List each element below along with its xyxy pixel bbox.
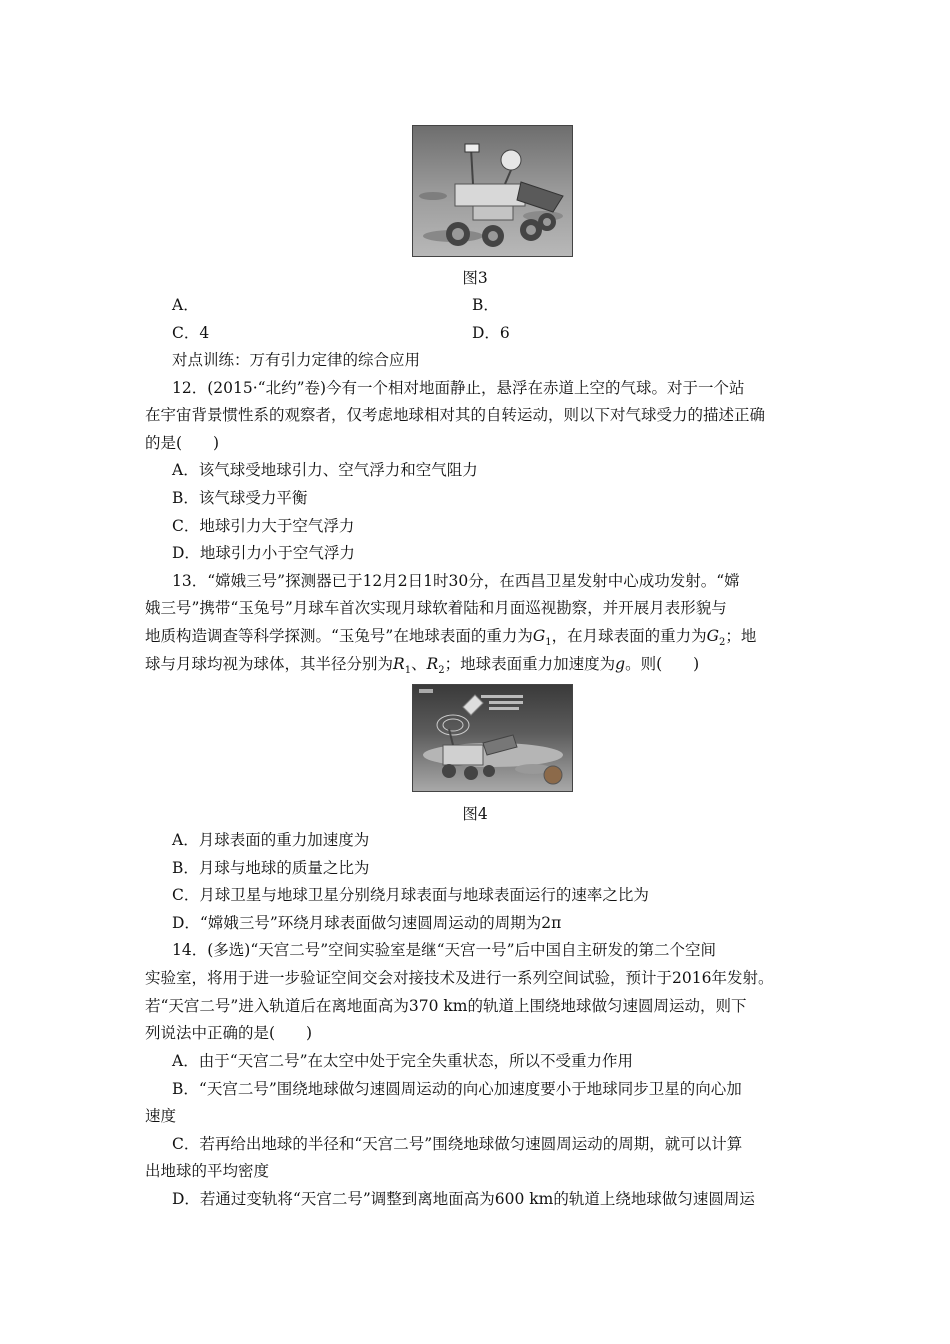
q14-option-a: A．由于“天宫二号”在太空中处于完全失重状态，所以不受重力作用 (172, 1052, 634, 1070)
q13-line-2: 娥三号”携带“玉兔号”月球车首次实现月球软着陆和月面巡视勘察，并开展月表形貌与 (145, 599, 727, 617)
q12-option-d: D．地球引力小于空气浮力 (172, 544, 355, 562)
q14-line-1: 14．(多选)“天宫二号”空间实验室是继“天宫一号”后中国自主研发的第二个空间 (172, 941, 717, 959)
q14-option-b-line-2: 速度 (145, 1107, 177, 1125)
q14-line-2: 实验室，将用于进一步验证空间交会对接技术及进行一系列空间试验，预计于2016年发射。 (145, 969, 774, 987)
q11-option-b: B． (472, 296, 499, 314)
q11-option-a: A． (172, 296, 199, 314)
q13-option-d: D．“嫦娥三号”环绕月球表面做匀速圆周运动的周期为2π (172, 914, 562, 932)
figure-4-change3-image (412, 684, 573, 792)
q13-line-3: 地质构造调查等科学探测。“玉兔号”在地球表面的重力为$G_1$，在月球表面的重力为$G_2$；地 (145, 627, 757, 649)
q12-line-3: 的是( ) (145, 434, 220, 452)
q14-option-b-line-1: B．“天宫二号”围绕地球做匀速圆周运动的向心加速度要小于地球同步卫星的向心加 (172, 1080, 742, 1098)
q12-option-b: B．该气球受力平衡 (172, 489, 308, 507)
figure-4-caption: 图4 (462, 805, 488, 823)
q12-option-c: C．地球引力大于空气浮力 (172, 517, 355, 535)
q13-line-4: 球与月球均视为球体，其半径分别为$R_1$、$R_2$；地球表面重力加速度为g。则( ) (145, 655, 700, 677)
q13-line-1: 13．“嫦娥三号”探测器已于12月2日1时30分，在西昌卫星发射中心成功发射。“嫦 (172, 572, 740, 590)
q13-option-a: A．月球表面的重力加速度为 (172, 831, 370, 849)
figure-3-rover-image (412, 125, 573, 257)
q12-option-a: A．该气球受地球引力、空气浮力和空气阻力 (172, 461, 478, 479)
figure-3-caption: 图3 (462, 269, 488, 287)
q14-option-d-line-1: D．若通过变轨将“天宫二号”调整到离地面高为600 km的轨道上绕地球做匀速圆周运 (172, 1190, 755, 1208)
q11-option-d: D．6 (472, 324, 510, 342)
q12-line-2: 在宇宙背景惯性系的观察者，仅考虑地球相对其的自转运动，则以下对气球受力的描述正确 (145, 406, 766, 424)
q14-option-c-line-2: 出地球的平均密度 (145, 1162, 270, 1180)
q12-line-1: 12．(2015·“北约”卷)今有一个相对地面静止，悬浮在赤道上空的气球。对于一个站 (172, 379, 745, 397)
q13-option-c: C．月球卫星与地球卫星分别绕月球表面与地球表面运行的速率之比为 (172, 886, 649, 904)
q14-line-3: 若“天宫二号”进入轨道后在离地面高为370 km的轨道上围绕地球做匀速圆周运动，则下 (145, 997, 747, 1015)
q14-option-c-line-1: C．若再给出地球的半径和“天宫二号”围绕地球做匀速圆周运动的周期，就可以计算 (172, 1135, 743, 1153)
q14-line-4: 列说法中正确的是( ) (145, 1024, 313, 1042)
q11-option-c: C．4 (172, 324, 210, 342)
q13-option-b: B．月球与地球的质量之比为 (172, 859, 370, 877)
section-title: 对点训练：万有引力定律的综合应用 (172, 351, 421, 369)
